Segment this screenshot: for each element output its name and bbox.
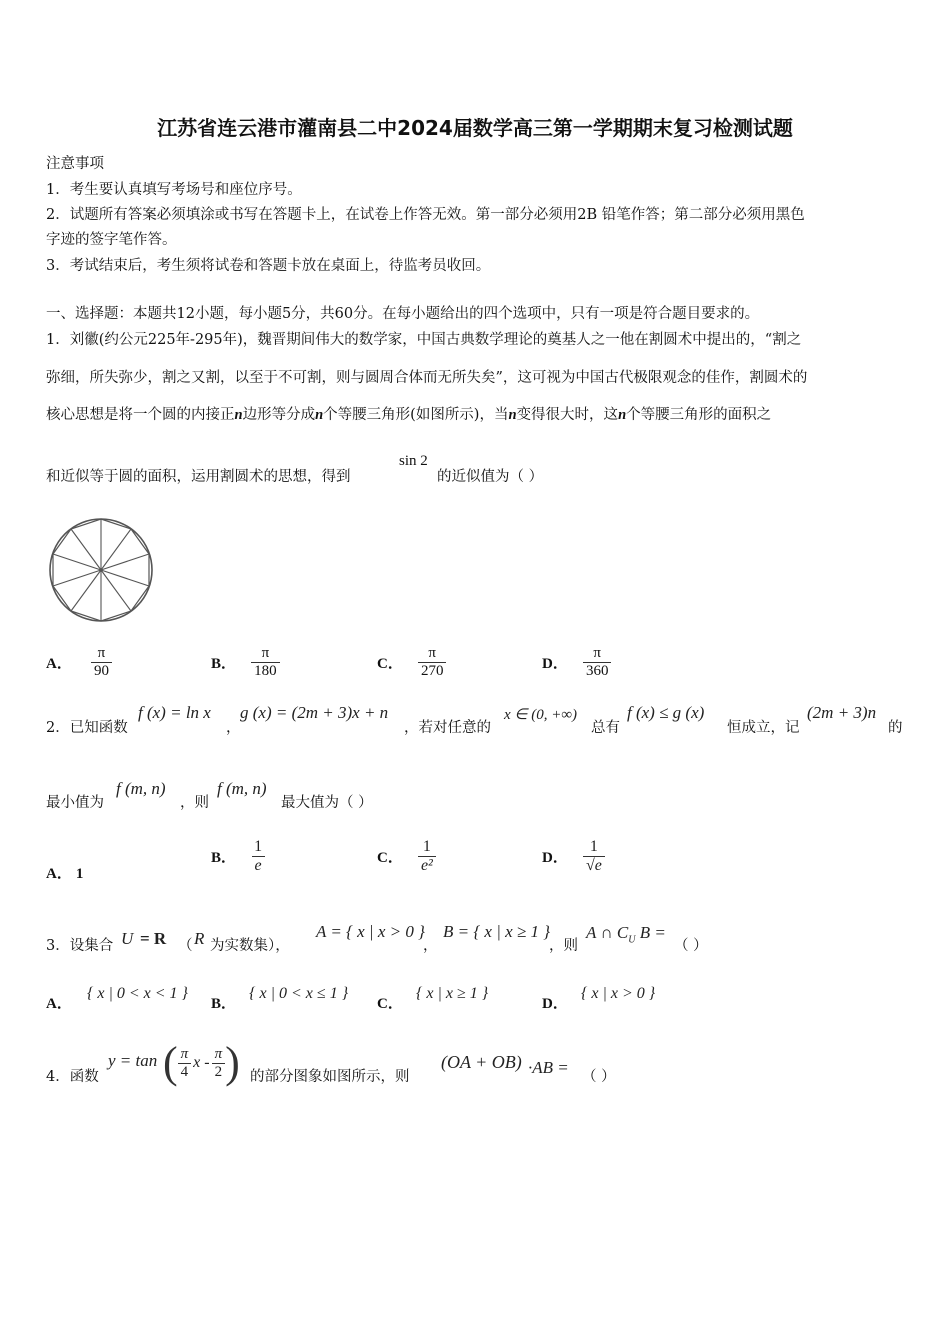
q2-math-fmn: f (m, n) bbox=[217, 779, 267, 798]
q2-math-ineq: f (x) ≤ g (x) bbox=[627, 703, 705, 722]
q2-option-c[interactable]: C． $\frac{1}{\text{e²}}$ bbox=[377, 838, 436, 875]
q3-option-d[interactable]: D． { x | x > 0 } bbox=[542, 985, 656, 1012]
q2-math-product: (2m + 3)n bbox=[807, 703, 877, 722]
q1-option-c[interactable]: C． $\frac{\pi}{270}$ bbox=[377, 645, 446, 680]
q3-text: 为实数集）， bbox=[210, 938, 290, 954]
q2-text: 最大值为（ ） bbox=[281, 795, 373, 811]
q1-line-4-end: 的近似值为（ ） bbox=[437, 469, 544, 485]
q3-option-a[interactable]: A． { x | 0 < x < 1 } bbox=[46, 985, 188, 1012]
q1-line-3: 核心思想是将一个圆的内接正n边形等分成n个等腰三角形(如图所示)，当n变得很大时，这n个等腰三角形的面积之 bbox=[46, 407, 772, 423]
q2-option-d[interactable]: D． $\frac{1}{√e}$ bbox=[542, 838, 605, 875]
q3-math-r-italic: R bbox=[194, 929, 205, 948]
q3-text: （ ） bbox=[674, 938, 708, 954]
q1-line-2: 弥细，所失弥少，割之又割，以至于不可割，则与圆周合体而无所失矣”，这可视为中国古代极限观念的佳作，割圆术的 bbox=[46, 370, 808, 386]
q1-option-a[interactable]: A． $\frac{\pi}{90}$ bbox=[46, 645, 112, 680]
notice-heading: 注意事项 bbox=[46, 156, 104, 172]
q3-expression: A ∩ $C_U$ B = bbox=[586, 923, 666, 946]
q2-text: 的 bbox=[888, 720, 903, 736]
q4-text: 4．函数 bbox=[46, 1069, 99, 1085]
q3-option-b[interactable]: B． { x | 0 < x ≤ 1 } bbox=[211, 985, 349, 1012]
q2-math-g: g (x) = (2m + 3)x + n bbox=[240, 703, 389, 722]
q3-math-r: = R bbox=[140, 929, 167, 948]
notice-item: 字迹的签字笔作答。 bbox=[46, 232, 177, 248]
notice-item: 1．考生要认真填写考场号和座位序号。 bbox=[46, 182, 302, 198]
q1-option-b[interactable]: B． $\frac{\pi}{180}$ bbox=[211, 645, 280, 680]
q2-text: ，若对任意的 bbox=[404, 720, 491, 736]
q3-text: （ bbox=[178, 938, 193, 954]
q4-text: 的部分图象如图所示，则 bbox=[250, 1069, 410, 1085]
notice-item: 2．试题所有答案必须填涂或书写在答题卡上，在试卷上作答无效。第一部分必须用2B 铅笔作答；第二部分必须用黑色 bbox=[46, 207, 805, 223]
q4-text: （ ） bbox=[582, 1069, 616, 1085]
q3-math-u: U bbox=[121, 929, 134, 948]
q1-line-1: 1．刘徽(约公元225年-295年)，魏晋期间伟大的数学家，中国古典数学理论的奠基人之一他在割圆术中提出的，“割之 bbox=[46, 332, 802, 348]
q2-text: 恒成立，记 bbox=[727, 720, 800, 736]
q2-text: 最小值为 bbox=[46, 795, 104, 811]
q2-text: 2．已知函数 bbox=[46, 720, 128, 736]
section-heading: 一、选择题：本题共12小题，每小题5分，共60分。在每小题给出的四个选项中，只有一项是符合题目要求的。 bbox=[46, 306, 760, 322]
q2-text: ，则 bbox=[180, 795, 209, 811]
q3-text: ，则 bbox=[549, 938, 578, 954]
q3-set-b: B = { x | x ≥ 1 } bbox=[443, 922, 551, 941]
q4-math-vectors: (OA + OB) bbox=[441, 1052, 522, 1072]
q2-option-b[interactable]: B． $\frac{1}{e}$ bbox=[211, 838, 265, 875]
q1-sin2: sin 2 bbox=[399, 453, 428, 469]
q2-math-f: f (x) = ln x bbox=[138, 703, 211, 722]
q4-math-y: y = tan bbox=[108, 1051, 158, 1070]
q4-tan-argument: ( $\frac{\pi}{4}$ x - $\frac{\pi}{2}$ ) bbox=[163, 1038, 240, 1087]
q3-text: ， bbox=[423, 938, 438, 954]
q3-option-c[interactable]: C． { x | x ≥ 1 } bbox=[377, 985, 489, 1012]
page-title: 江苏省连云港市灌南县二中2024届数学高三第一学期期末复习检测试题 bbox=[157, 116, 793, 140]
circle-division-figure bbox=[48, 515, 158, 627]
q2-option-a[interactable]: A． 1 bbox=[46, 866, 84, 882]
q1-line-4-text: 和近似等于圆的面积，运用割圆术的思想，得到 bbox=[46, 469, 351, 485]
q3-set-a: A = { x | x > 0 } bbox=[316, 922, 425, 941]
q2-math-domain: x ∈ (0, +∞) bbox=[504, 707, 578, 723]
q2-text: 总有 bbox=[591, 720, 620, 736]
q1-option-d[interactable]: D． $\frac{\pi}{360}$ bbox=[542, 645, 611, 680]
q2-text: ， bbox=[226, 720, 241, 736]
notice-item: 3．考试结束后，考生须将试卷和答题卡放在桌面上，待监考员收回。 bbox=[46, 258, 491, 274]
q2-math-fmn: f (m, n) bbox=[116, 779, 166, 798]
q4-math-ab: ·AB = bbox=[528, 1058, 569, 1077]
q3-text: 3．设集合 bbox=[46, 938, 114, 954]
